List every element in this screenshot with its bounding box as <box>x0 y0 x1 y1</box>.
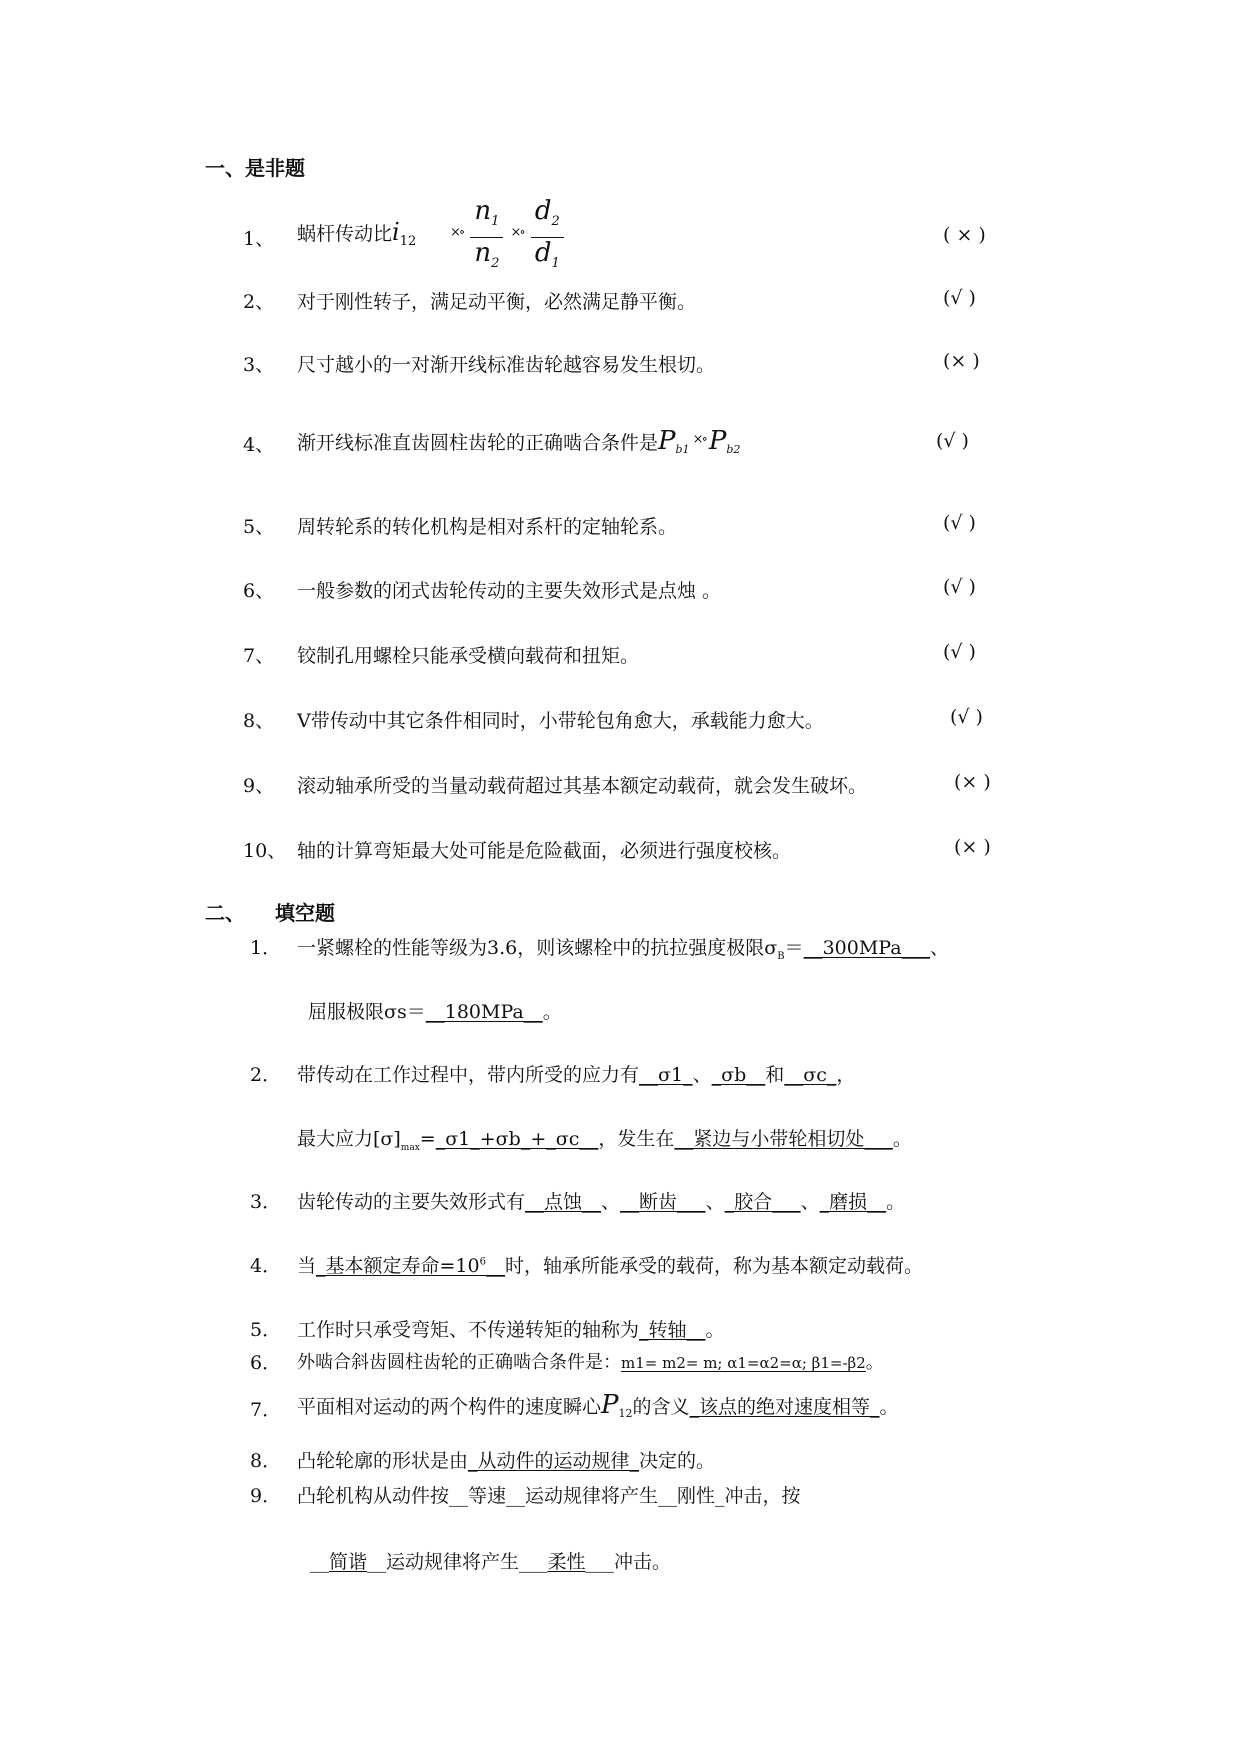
q5-text: 周转轮系的转化机构是相对系杆的定轴轮系。 <box>297 516 678 538</box>
fill-q1-text: 一紧螺栓的性能等级为3.6，则该螺栓中的抗拉强度极限σ <box>297 937 778 959</box>
d1-sub: 1 <box>551 256 560 272</box>
fill-q1-tail: 、 <box>930 937 950 959</box>
fill-q4-number: 4． <box>250 1255 282 1277</box>
fill-q4-line <box>297 1251 923 1278</box>
fill-q6-line <box>297 1348 884 1374</box>
fill-q9-line1: 凸轮机构从动件按__等速__运动规律将产生__刚性_冲击，按 <box>297 1485 801 1507</box>
q1-answer: ( × ) <box>943 224 986 246</box>
fill-q4-blank1-text: _基本额定寿命=10 <box>316 1255 480 1277</box>
q4-number: 4、 <box>243 434 275 456</box>
fill-q2-line2-tail: 。 <box>892 1128 912 1150</box>
q9-number: 9、 <box>243 775 275 797</box>
q4-label: 渐开线标准直齿圆柱齿轮的正确啮合条件是 <box>297 432 659 454</box>
fill-q8-number: 8． <box>250 1450 282 1472</box>
fill-q5-tail: 。 <box>705 1319 725 1341</box>
fill-q1-number: 1． <box>250 937 282 959</box>
n1-sub: 1 <box>491 214 500 230</box>
pb2-sub: b2 <box>726 443 741 456</box>
fill-q9-mid: __运动规律将产生___ <box>367 1551 548 1573</box>
q8-answer: (√ ) <box>950 706 983 728</box>
fill-q8-blank1: _从动件的运动规律_ <box>468 1450 640 1472</box>
pb2: P <box>708 426 727 456</box>
fill-q2-sep3: ， <box>836 1064 856 1086</box>
n2: n <box>474 238 492 269</box>
fill-q9-pre: __ <box>310 1551 329 1573</box>
fill-q7-tail: 。 <box>879 1396 899 1418</box>
fill-q2-blank3: __σc_ <box>784 1064 837 1086</box>
fill-q4-blank1 <box>316 1255 505 1277</box>
fill-q7-p: P <box>601 1390 619 1420</box>
q1-number: 1、 <box>243 228 275 250</box>
fill-q9-number: 9． <box>250 1485 282 1507</box>
fill-q3-blank1: __点蚀__ <box>525 1191 602 1213</box>
formula1 <box>450 196 566 279</box>
fill-q2-blank5: __紧边与小带轮相切处___ <box>674 1128 893 1150</box>
fill-q7-number: 7． <box>250 1399 282 1421</box>
fill-q3-text: 齿轮传动的主要失效形式有 <box>297 1191 526 1213</box>
section2-title: 填空题 <box>275 901 335 925</box>
fill-q1-blank1: __300MPa___ <box>803 937 931 959</box>
q3-answer: (× ) <box>943 350 980 372</box>
fill-q6-number: 6． <box>250 1352 282 1374</box>
formula4-eq: ×∘ <box>692 432 706 447</box>
fill-q8-line <box>297 1446 715 1473</box>
fill-q9-blank2: 柔性 <box>547 1551 586 1573</box>
fill-q8-text: 凸轮轮廓的形状是由 <box>297 1450 469 1472</box>
q8-number: 8、 <box>243 710 275 732</box>
n1: n <box>474 196 492 226</box>
fill-q3-sep4: 。 <box>886 1191 906 1213</box>
q2-number: 2、 <box>243 291 275 313</box>
q3-number: 3、 <box>243 354 275 376</box>
fill-q6-text: 外啮合斜齿圆柱齿轮的正确啮合条件是： <box>297 1352 621 1373</box>
d1: d <box>534 238 552 269</box>
formula-i-sub: 12 <box>399 233 417 249</box>
q8-text: V带传动中其它条件相同时，小带轮包角愈大，承载能力愈大。 <box>297 710 824 732</box>
q2-answer: (√ ) <box>943 287 976 309</box>
fill-q7-text: 平面相对运动的两个构件的速度瞬心 <box>297 1396 602 1418</box>
fill-q2-line2-text: 最大应力[σ] <box>297 1128 401 1150</box>
fill-q7-line <box>297 1390 899 1420</box>
fill-q2-line1 <box>297 1060 855 1087</box>
fill-q7-blank1: _该点的绝对速度相等_ <box>689 1396 880 1418</box>
fill-q3-sep1: 、 <box>601 1191 621 1213</box>
q5-answer: (√ ) <box>943 512 976 534</box>
q4-answer: (√ ) <box>936 430 969 452</box>
fill-q3-sep2: 、 <box>705 1191 725 1213</box>
fraction-d <box>531 196 564 279</box>
fill-q2-blank4: _σ1_+σb_+_σc__ <box>435 1128 599 1150</box>
fill-q2-blank2: _σb__ <box>711 1064 766 1086</box>
pb1-sub: b1 <box>675 443 690 456</box>
fill-q5-text: 工作时只承受弯矩、不传递转矩的轴称为 <box>297 1319 640 1341</box>
fill-q2-blank1: __σ1_ <box>639 1064 693 1086</box>
fill-q7-meaning: 的含义 <box>632 1396 690 1418</box>
fill-q6-blank1: m1= m2= m; α1=α2=α; β1=-β2 <box>621 1354 866 1372</box>
fill-q8-tail: 决定的。 <box>639 1450 716 1472</box>
fill-q5-line <box>297 1315 725 1342</box>
fill-q7-psub: 12 <box>618 1407 633 1420</box>
section1-title: 一、是非题 <box>205 156 305 180</box>
q3-text: 尺寸越小的一对渐开线标准齿轮越容易发生根切。 <box>297 354 716 376</box>
fill-q1-line2-tail: 。 <box>542 1001 562 1023</box>
fill-q1-line2 <box>308 997 562 1024</box>
fill-q4-text: 当 <box>297 1255 317 1277</box>
fill-q2-line2-mid: ，发生在 <box>598 1128 675 1150</box>
q4-text <box>297 426 740 456</box>
fill-q5-number: 5． <box>250 1319 282 1341</box>
fill-q4-tail: 时，轴承所能承受的载荷，称为基本额定动载荷。 <box>505 1255 924 1277</box>
q7-answer: (√ ) <box>943 641 976 663</box>
fill-q1-blank2: __180MPa__ <box>425 1001 543 1023</box>
fill-q9-line2 <box>310 1547 671 1574</box>
q9-answer: (× ) <box>954 771 991 793</box>
fill-q4-sup: 6 <box>479 1256 486 1268</box>
d2-sub: 2 <box>551 214 560 230</box>
fill-q3-blank2: __断齿___ <box>620 1191 706 1213</box>
fill-q2-number: 2． <box>250 1064 282 1086</box>
fill-q3-line <box>297 1187 905 1214</box>
pb1: P <box>658 426 676 456</box>
fill-q2-text: 带传动在工作过程中，带内所受的应力有 <box>297 1064 640 1086</box>
fill-q5-blank1: _转轴__ <box>639 1319 706 1341</box>
d2: d <box>534 196 552 226</box>
fill-q3-blank4: _磨损__ <box>819 1191 887 1213</box>
fill-q1-line1 <box>297 933 949 962</box>
q7-number: 7、 <box>243 645 275 667</box>
section2-number: 二、 <box>205 901 245 925</box>
fraction-n <box>470 196 503 279</box>
fill-q2-sep2: 和 <box>765 1064 785 1086</box>
q10-number: 10、 <box>243 840 287 862</box>
fill-q1-eq: ＝ <box>784 937 804 959</box>
q1-label: 蜗杆传动比 <box>297 223 393 245</box>
fill-q6-tail: 。 <box>865 1352 884 1373</box>
q2-text: 对于刚性转子，满足动平衡，必然满足静平衡。 <box>297 291 697 313</box>
fill-q1-line2-text: 屈服极限σs＝ <box>308 1001 426 1023</box>
formula-eq2: ×∘ <box>510 225 524 241</box>
fill-q4-blank1-tail: __ <box>486 1255 505 1277</box>
q5-number: 5、 <box>243 516 275 538</box>
fill-q9-tail: ___冲击。 <box>585 1551 672 1573</box>
q6-answer: (√ ) <box>943 576 976 598</box>
formula-eq1: ×∘ <box>450 225 464 241</box>
fill-q3-sep3: 、 <box>800 1191 820 1213</box>
fill-q3-number: 3． <box>250 1191 282 1213</box>
q10-answer: (× ) <box>954 836 991 858</box>
fill-q2-sep1: 、 <box>692 1064 712 1086</box>
fill-q2-eq: = <box>419 1128 436 1150</box>
n2-sub: 2 <box>491 256 500 272</box>
fill-q1-sub: B <box>777 950 785 962</box>
q10-text: 轴的计算弯矩最大处可能是危险截面，必须进行强度校核。 <box>297 840 792 862</box>
fill-q2-line2 <box>297 1124 912 1153</box>
fill-q9-blank1: 简谐 <box>329 1551 368 1573</box>
q7-text: 铰制孔用螺栓只能承受横向载荷和扭矩。 <box>297 645 640 667</box>
fill-q2-max: max <box>400 1142 420 1153</box>
formula-i: i <box>392 218 400 246</box>
fill-q3-blank3: _胶合___ <box>724 1191 801 1213</box>
q9-text: 滚动轴承所受的当量动载荷超过其基本额定动载荷，就会发生破坏。 <box>297 775 868 797</box>
q1-text <box>297 218 416 249</box>
q6-number: 6、 <box>243 580 275 602</box>
q6-text: 一般参数的闭式齿轮传动的主要失效形式是点烛 。 <box>297 580 722 602</box>
